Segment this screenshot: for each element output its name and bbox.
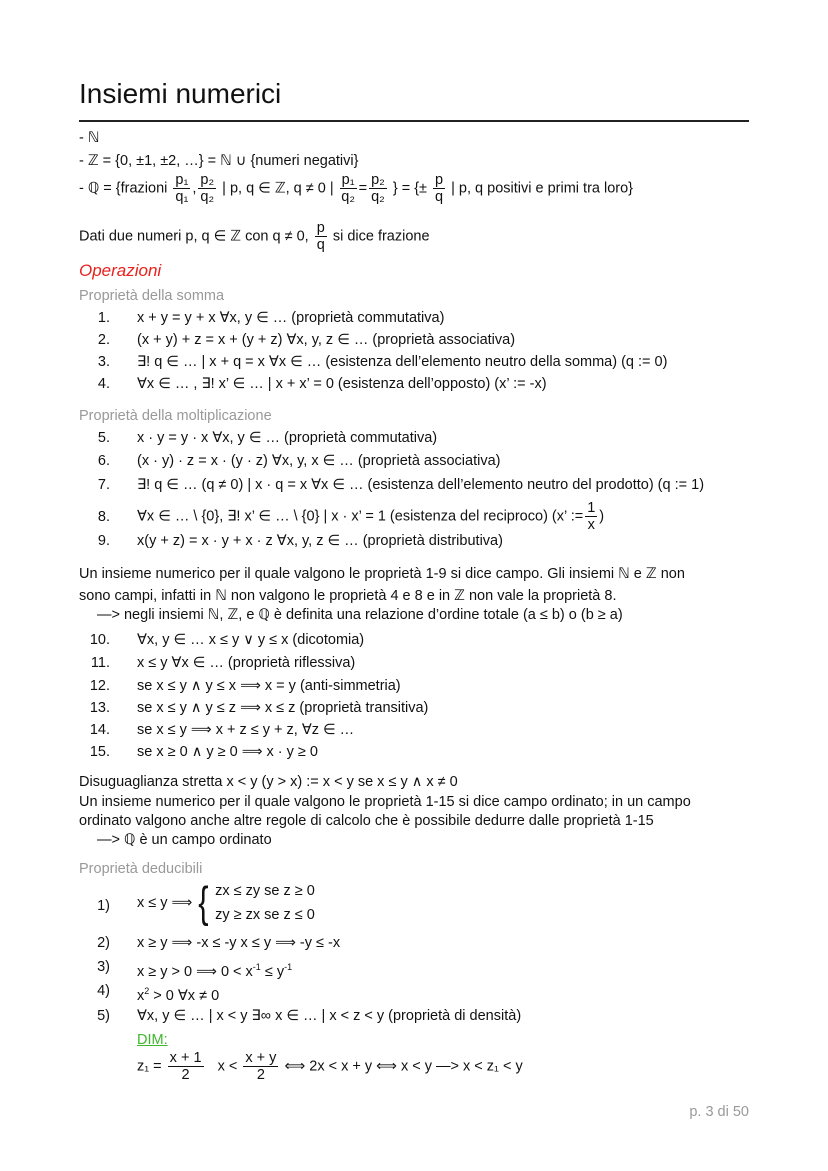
fraction-definition — [79, 220, 430, 253]
denominator: q₁ — [175, 189, 189, 205]
exponent: -1 — [284, 962, 293, 972]
text: | p, q positivi e primi tra loro} — [451, 180, 634, 197]
denominator: q — [316, 237, 325, 253]
numerator: x + 1 — [169, 1050, 202, 1066]
item-number: 2) — [97, 935, 110, 951]
subsection-heading: Proprietà della moltiplicazione — [79, 408, 272, 424]
property-text: x · y = y · x ∀x, y ∈ … (proprietà commutativa) — [137, 430, 438, 446]
text: x — [137, 987, 145, 1004]
paragraph-line: Disuguaglianza stretta x < y (y > x) := x < y se x ≤ y ∧ x ≠ 0 — [79, 774, 458, 790]
fraction — [340, 172, 357, 205]
set-n: - ℕ — [79, 130, 100, 146]
item-number: 6. — [97, 453, 110, 469]
exponent: 2 — [144, 986, 150, 996]
item-number: 9. — [97, 533, 110, 549]
numerator: p₂ — [371, 172, 385, 188]
denominator: 2 — [181, 1067, 190, 1083]
paragraph-line: —> ℚ è un campo ordinato — [97, 832, 272, 848]
property-item — [137, 721, 354, 739]
property-item — [137, 476, 704, 494]
fraction — [168, 1050, 204, 1083]
page-title: Insiemi numerici — [79, 78, 282, 109]
text: } = {± — [392, 180, 427, 197]
item-number: 4. — [97, 376, 110, 392]
property-text: ∃! q ∈ … (q ≠ 0) | x · q = x ∀x ∈ … (esistenza dell’elemento neutro del prodotto) (q := 1) — [137, 477, 705, 493]
exponent: -1 — [252, 962, 261, 972]
deduced-property-5: ∀x, y ∈ … | x < y ∃∞ x ∈ … | x < z < y (proprietà di densità) — [137, 1008, 522, 1024]
property-item — [137, 500, 604, 533]
fraction — [243, 1050, 278, 1083]
item-number: 14. — [89, 722, 110, 738]
text: si dice frazione — [332, 228, 430, 245]
case: zy ≥ zx se z ≤ 0 — [215, 907, 315, 923]
fraction — [585, 500, 597, 533]
item-number: 7. — [97, 477, 110, 493]
set-q: - ℚ = {frazioni $\frac{\text{p₁}}{\text{q₁}}$ , $\frac{\text{p₂}}{\text{q₂}}$ | p, q ∈ ℤ, q ≠ 0 | $\frac{\text{p₁}}{\text{q₂}}$ = $\frac{\text{p₂}}{\text{q₂}}$ } = {± $\frac{p}{q}$ | p, q positivi e primi tra loro} — [79, 172, 634, 205]
page-number: p. 3 di 50 — [689, 1104, 749, 1120]
set-z: - ℤ = {0, ±1, ±2, …} = ℕ ∪ {numeri negativi} — [79, 153, 359, 169]
subsection-heading: Proprietà deducibili — [79, 861, 203, 877]
property-text: se x ≤ y ∧ y ≤ z ⟹ x ≤ z (proprietà transitiva) — [137, 700, 429, 716]
item-number: 1) — [97, 898, 110, 914]
paragraph-line: —> negli insiemi ℕ, ℤ, e ℚ è definita una relazione d’ordine totale (a ≤ b) o (b ≥ a) — [97, 607, 623, 623]
numerator: 1 — [587, 500, 596, 516]
brace-icon: { — [198, 878, 209, 927]
fraction — [173, 172, 190, 205]
property-item — [137, 532, 503, 550]
case: zx ≤ zy se z ≥ 0 — [215, 883, 315, 899]
numerator: p — [435, 172, 444, 188]
item-number: 2. — [97, 332, 110, 348]
denominator: q₂ — [341, 189, 355, 205]
text: ) — [599, 508, 605, 525]
item-number: 3. — [97, 354, 110, 370]
deduced-property-2: x ≥ y ⟹ -x ≤ -y x ≤ y ⟹ -y ≤ -x — [137, 935, 341, 951]
numerator: p₂ — [200, 172, 215, 188]
property-text: se x ≤ y ⟹ x + z ≤ y + z, ∀z ∈ … — [137, 722, 355, 738]
item-number: 1. — [97, 310, 110, 326]
denominator: x — [587, 517, 595, 533]
item-number: 3) — [97, 959, 110, 975]
property-text: ∀x ∈ … , ∃! x’ ∈ … | x + x’ = 0 (esistenza dell’opposto) (x’ := -x) — [137, 376, 547, 392]
item-number: 8. — [97, 509, 110, 525]
property-item — [137, 309, 444, 327]
paragraph-line: Un insieme numerico per il quale valgono le proprietà 1-15 si dice campo ordinato; in un campo — [79, 794, 691, 810]
denominator: q — [435, 189, 444, 205]
subsection-heading: Proprietà della somma — [79, 288, 225, 304]
deduced-property-1 — [137, 879, 315, 927]
property-text: (x · y) · z = x · (y · z) ∀x, y, x ∈ … (proprietà associativa) — [137, 453, 501, 469]
property-item — [137, 654, 355, 672]
paragraph-line: Un insieme numerico per il quale valgono le proprietà 1-9 si dice campo. Gli insiemi ℕ e ℤ non — [79, 566, 685, 582]
property-item — [137, 631, 364, 649]
text: ⟺ 2x < x + y ⟺ x < y —> x < z₁ < y — [284, 1058, 523, 1075]
property-text: x + y = y + x ∀x, y ∈ … (proprietà commutativa) — [137, 310, 445, 326]
deduced-property-3 — [137, 958, 292, 981]
text: x ≥ y > 0 ⟹ 0 < x — [137, 963, 253, 980]
deduced-property-4 — [137, 982, 219, 1005]
property-item — [137, 331, 515, 349]
text: ≤ y — [260, 963, 285, 980]
text: z₁ = — [137, 1058, 162, 1075]
property-item — [137, 699, 428, 717]
paragraph-line: sono campi, infatti in ℕ non valgono le proprietà 4 e 8 e in ℤ non vale la proprietà 8. — [79, 588, 617, 604]
item-number: 13. — [89, 700, 110, 716]
denominator: 2 — [256, 1067, 265, 1083]
property-item — [137, 743, 318, 761]
property-item — [137, 677, 401, 695]
text: Dati due numeri p, q ∈ ℤ con q ≠ 0, — [79, 228, 309, 245]
section-heading: Operazioni — [79, 261, 162, 280]
property-text: ∀x ∈ … \ {0}, ∃! x’ ∈ … \ {0} | x · x’ = 1 (esistenza del reciproco) (x’ := — [137, 508, 584, 525]
item-number: 11. — [90, 655, 110, 671]
property-text: (x + y) + z = x + (y + z) ∀x, y, z ∈ … (proprietà associativa) — [137, 332, 516, 348]
numerator: p₁ — [175, 172, 189, 188]
numerator: x + y — [245, 1050, 277, 1066]
cases — [215, 879, 315, 927]
numerator: p₁ — [341, 172, 355, 188]
property-text: x ≤ y ∀x ∈ … (proprietà riflessiva) — [137, 655, 356, 671]
paragraph-line: ordinato valgono anche altre regole di calcolo che è possibile dedurre dalle proprietà 1-15 — [79, 813, 654, 829]
text: > 0 ∀x ≠ 0 — [149, 987, 220, 1004]
property-text: x(y + z) = x · y + x · z ∀x, y, z ∈ … (proprietà distributiva) — [137, 533, 503, 549]
item-number: 10. — [89, 632, 110, 648]
item-number: 4) — [97, 983, 110, 999]
text: x ≤ y ⟹ — [137, 895, 193, 911]
denominator: q₂ — [371, 189, 385, 205]
fraction — [433, 172, 445, 205]
property-text: ∀x, y ∈ … x ≤ y ∨ y ≤ x (dicotomia) — [137, 632, 365, 648]
property-item — [137, 429, 437, 447]
item-number: 5. — [97, 430, 110, 446]
denominator: q₂ — [200, 189, 215, 205]
text: | p, q ∈ ℤ, q ≠ 0 | — [222, 180, 334, 197]
fraction — [198, 172, 216, 205]
item-number: 15. — [89, 744, 110, 760]
property-text: ∃! q ∈ … | x + q = x ∀x ∈ … (esistenza dell’elemento neutro della somma) (q := 0) — [137, 354, 668, 370]
item-number: 12. — [89, 678, 110, 694]
property-text: se x ≥ 0 ∧ y ≥ 0 ⟹ x · y ≥ 0 — [137, 744, 318, 760]
property-text: se x ≤ y ∧ y ≤ x ⟹ x = y (anti-simmetria) — [137, 678, 401, 694]
proof-label: DIM: — [137, 1032, 168, 1048]
proof-formula — [137, 1050, 523, 1083]
text: x < — [217, 1058, 238, 1075]
title-divider — [79, 120, 749, 122]
property-item — [137, 353, 667, 371]
fraction — [369, 172, 387, 205]
numerator: p — [316, 220, 325, 236]
item-number: 5) — [97, 1008, 110, 1024]
property-item — [137, 452, 500, 470]
fraction — [315, 220, 327, 253]
text: - ℚ = {frazioni — [79, 180, 168, 197]
property-item — [137, 375, 547, 393]
